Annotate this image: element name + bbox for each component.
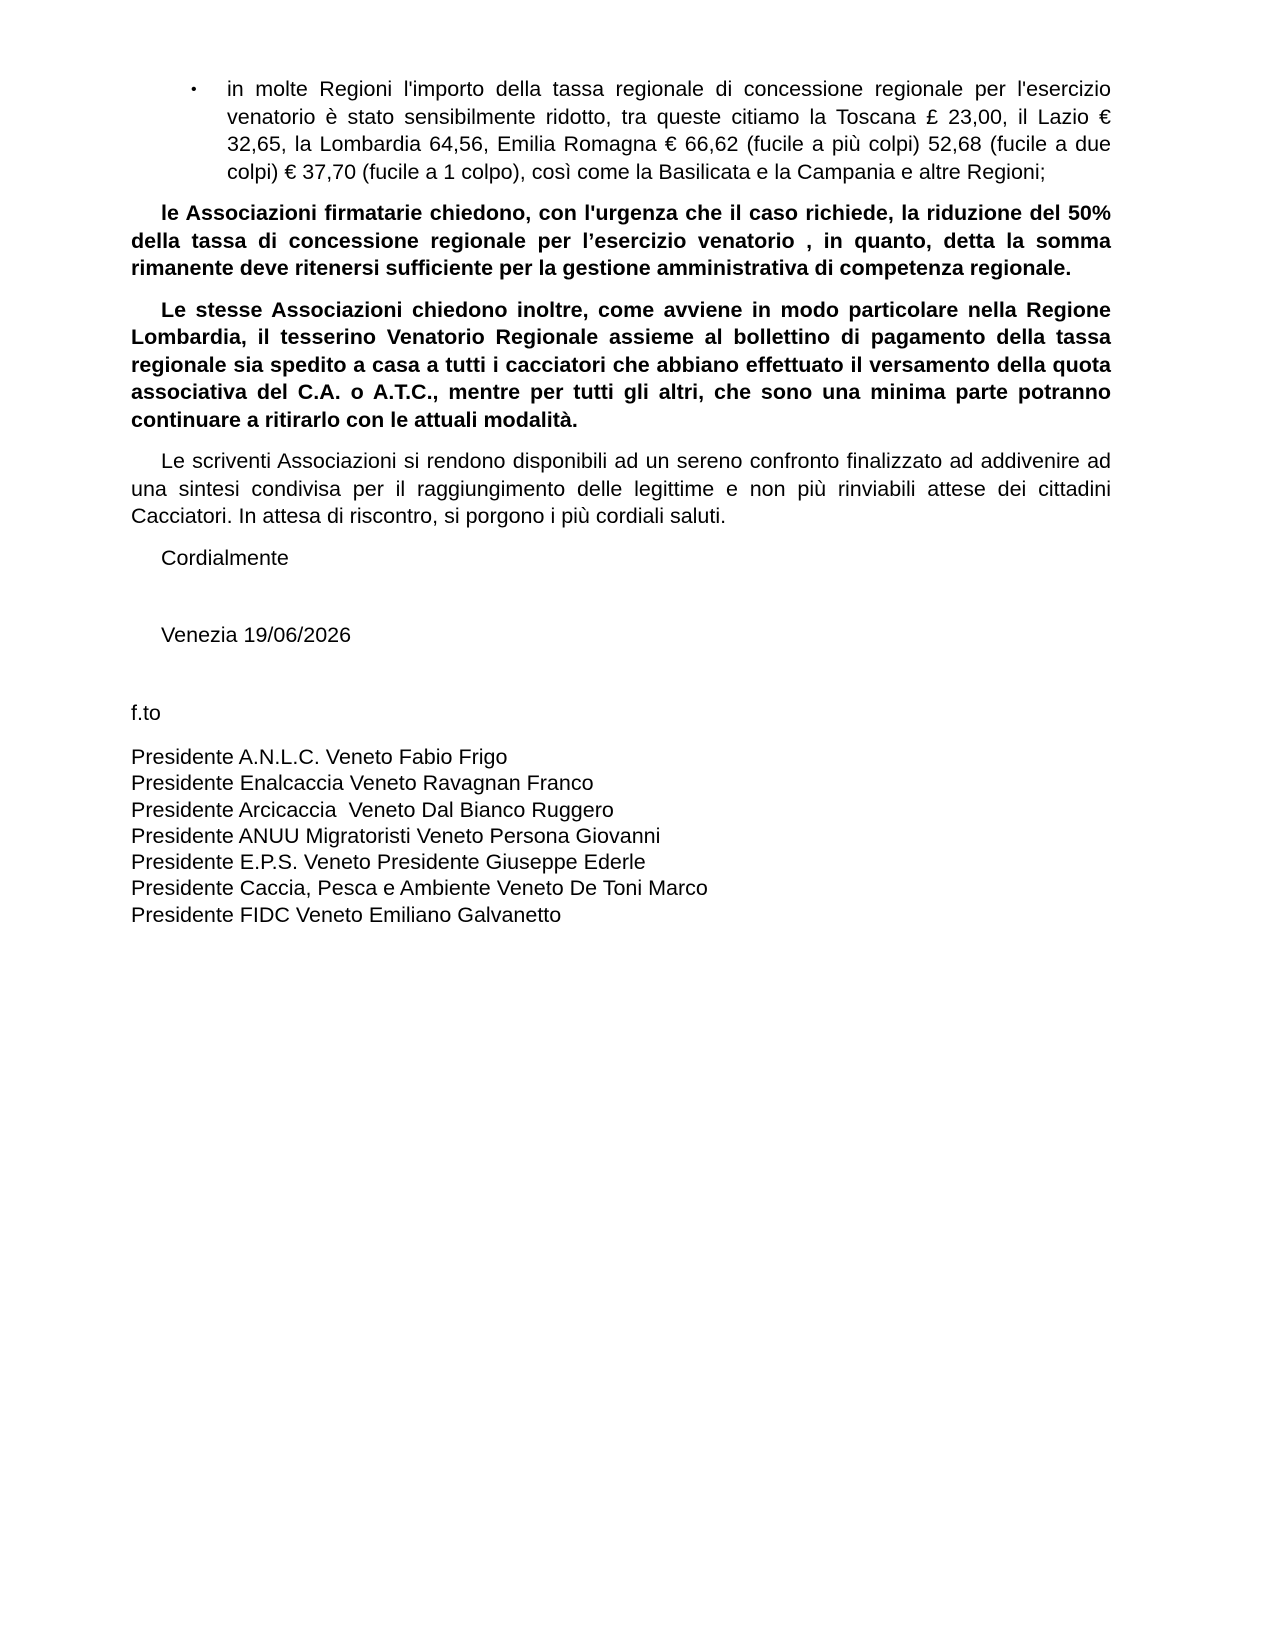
signatories-list — [131, 744, 1111, 928]
signatory-line: Presidente E.P.S. Veneto Presidente Giuseppe Ederle — [131, 850, 646, 875]
signatory-line: Presidente Arcicaccia Veneto Dal Bianco Ruggero — [131, 797, 614, 822]
document-page — [131, 76, 1111, 928]
availability-paragraph: Le scriventi Associazioni si rendono disponibili ad un sereno confronto finalizzato ad addivenire ad una sintesi condivisa per il raggiungimento delle legittime e non più rinviabili attese dei cittadini Cacciatori. In attesa di riscontro, si porgono i più cordiali saluti. — [131, 449, 1111, 528]
second-request-paragraph: Le stesse Associazioni chiedono inoltre, come avviene in modo particolare nella Regione Lombardia, il tesserino Venatorio Regionale assieme al bollettino di pagamento della tassa regionale sia spedito a casa a tutti i cacciatori che abbiano effettuato il versamento della quota associativa del C.A. o A.T.C., mentre per tutti gli altri, che sono una minima parte potranno continuare a ritirarlo con le attuali modalità. — [131, 297, 1111, 432]
signatory-line: Presidente ANUU Migratoristi Veneto Persona Giovanni — [131, 823, 661, 848]
signatory-line: Presidente FIDC Veneto Emiliano Galvanetto — [131, 902, 562, 927]
closing-salutation: Cordialmente — [161, 545, 289, 570]
bullet-item — [131, 76, 1111, 186]
signatory-line: Presidente A.N.L.C. Veneto Fabio Frigo — [131, 745, 508, 769]
request-paragraph: le Associazioni firmatarie chiedono, con l'urgenza che il caso richiede, la riduzione del 50% della tassa di concessione regionale per l’esercizio venatorio , in quanto, detta la somma rimanente deve ritenersi sufficiente per la gestione amministrativa di competenza regionale. — [131, 201, 1111, 280]
signature-mark: f.to — [131, 700, 161, 725]
bullet-icon: • — [191, 81, 197, 98]
signatory-line: Presidente Caccia, Pesca e Ambiente Veneto De Toni Marco — [131, 876, 708, 901]
bullet-text: in molte Regioni l'importo della tassa regionale di concessione regionale per l'esercizio venatorio è stato sensibilmente ridotto, tra queste citiamo la Toscana £ 23,00, il Lazio € 32,65, la Lombardia 64,56, Emilia Romagna € 66,62 (fucile a più colpi) 52,68 (fucile a due colpi) € 37,70 (fucile a 1 colpo), così come la Basilicata e la Campania e altre Regioni; — [227, 77, 1111, 184]
signatory-line: Presidente Enalcaccia Veneto Ravagnan Franco — [131, 771, 594, 796]
bullet-list — [131, 76, 1111, 186]
place-and-date: Venezia 19/06/2026 — [161, 623, 352, 647]
